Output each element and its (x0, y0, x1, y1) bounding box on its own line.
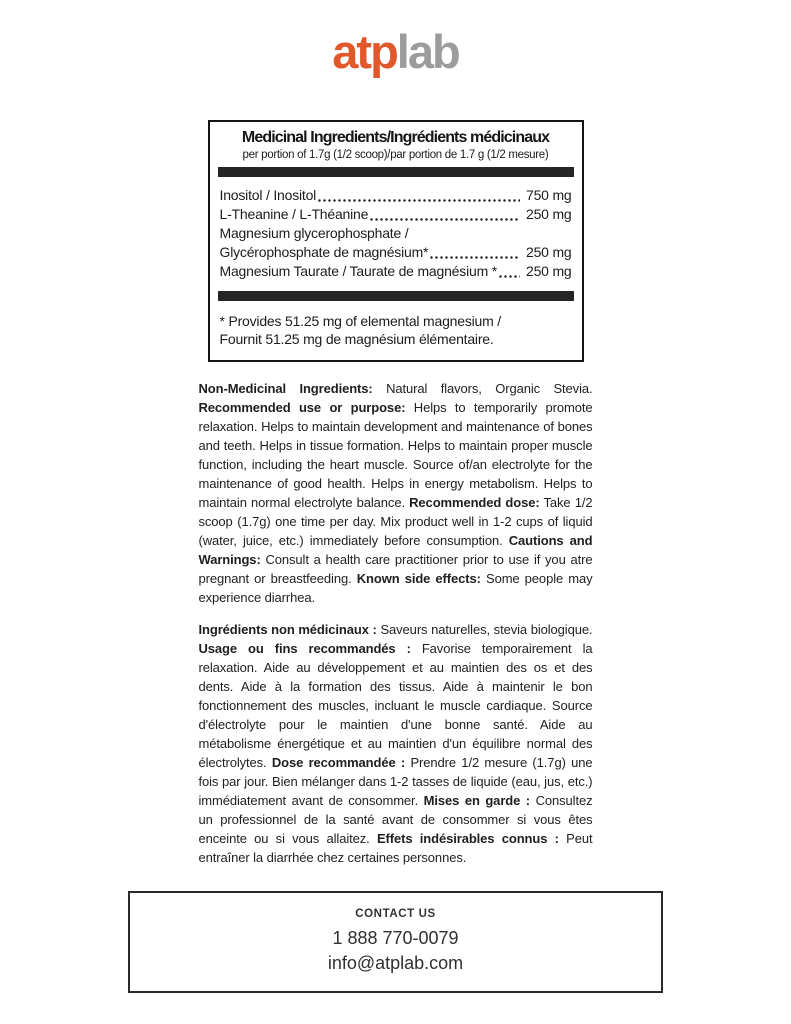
ingredients-list (218, 184, 574, 281)
contact-email-address: info@atplab.com (327, 952, 464, 973)
ingredient-row (220, 224, 572, 243)
paragraph-text: Natural flavors, Organic Stevia. (372, 380, 593, 396)
paragraph-text: Consult a health care practitioner prior to use if you atre pregnant or breastfeeding. (198, 551, 593, 586)
paragraph-lead-in: Mises en garde : (423, 792, 531, 808)
ingredient-row (220, 205, 572, 224)
divider-bar-top (218, 167, 574, 177)
ingredient-name: Inositol / Inositol (219, 186, 317, 203)
dot-leader (370, 218, 520, 221)
paragraph-lead-in: Usage ou fins recommandés : (198, 640, 411, 656)
brand-logo-atp: atp (332, 25, 397, 78)
paragraph-lead-in: Recommended use or purpose: (198, 399, 406, 415)
contact-box (128, 891, 663, 993)
ingredient-amount: 250 mg (526, 262, 572, 279)
paragraph-text: Consultez un professionnel de la santé avant de consommer si vous êtes enceinte ou si vous allaitez. (198, 792, 593, 846)
divider-bar-bottom (218, 291, 574, 301)
dot-leader (318, 199, 520, 202)
ingredient-name: L-Theanine / L-Théanine (219, 205, 369, 222)
ingredient-row (220, 262, 572, 281)
ingredient-row (220, 186, 572, 205)
paragraph-lead-in: Known side effects: (356, 570, 481, 586)
ingredient-row (220, 243, 572, 262)
paragraph-lead-in: Non-Medicinal Ingredients: (198, 380, 373, 396)
ingredient-name: Magnesium Taurate / Taurate de magnésium * (219, 262, 497, 279)
contact-phone-number: 1 888 770-0079 (332, 927, 459, 948)
panel-subtitle: per portion of 1.7g (1/2 scoop)/par portion de 1.7 g (1/2 mesure) (242, 148, 549, 161)
paragraph-text: Prendre 1/2 mesure (1.7g) une fois par jour. Bien mélanger dans 1-2 tasses de liquide (eau, jus, etc.) immédiatement avant de consommer. (198, 754, 593, 808)
ingredient-name: Glycérophosphate de magnésium* (219, 243, 429, 260)
ingredient-amount: 750 mg (526, 186, 572, 203)
dot-leader (499, 275, 520, 278)
ingredient-amount: 250 mg (526, 205, 572, 222)
paragraph-lead-in: Cautions and Warnings: (198, 532, 593, 567)
paragraph-text: Take 1/2 scoop (1.7g) one time per day. Mix product well in 1-2 cups of liquid (water, juice, etc.) immediately before consumption. (198, 494, 593, 548)
non-medicinal-paragraph-en (199, 379, 593, 607)
paragraph-lead-in: Effets indésirables connus : (376, 830, 559, 846)
paragraph-text: Favorise temporairement la relaxation. Aide au développement et au maintien des os et des dents. Aide à la formation des tissus. Aide à maintenir le bon fonctionnement des muscles, incluant le muscle cardiaque. Source d'électrolyte pour le maintien d'une bonne santé. Aide au métabolisme énergétique et au maintien d'un équilibre normal des électrolytes. (198, 640, 593, 770)
panel-title: Medicinal Ingredients/Ingrédients médicinaux (241, 128, 550, 146)
dot-leader (430, 256, 520, 259)
paragraph-lead-in: Recommended dose: (409, 494, 540, 510)
brand-logo-lab: lab (396, 25, 459, 78)
brand-logo (0, 0, 791, 78)
paragraph-text: Peut entraîner la diarrhée chez certaines personnes. (198, 830, 593, 865)
ingredient-amount: 250 mg (526, 243, 572, 260)
non-medicinal-paragraph-fr (199, 620, 593, 867)
medicinal-ingredients-panel (208, 120, 584, 362)
paragraph-text: Saveurs naturelles, stevia biologique. (376, 621, 593, 637)
footnote-line-en: * Provides 51.25 mg of elemental magnesium / (219, 312, 501, 329)
contact-heading: CONTACT US (355, 907, 436, 920)
paragraph-text: Some people may experience diarrhea. (198, 570, 593, 605)
paragraph-text: Helps to temporarily promote relaxation. Helps to maintain development and maintenance of bones and teeth. Helps in tissue formation. Helps to maintain proper muscle function, including the heart muscle. Source of/an electrolyte for the maintenance of good health. Helps in energy metabolism. Helps to maintain normal electrolyte balance. (198, 399, 593, 510)
ingredient-name: Magnesium glycerophosphate / (219, 224, 409, 241)
paragraph-lead-in: Dose recommandée : (271, 754, 406, 770)
footnote-line-fr: Fournit 51.25 mg de magnésium élémentaire. (219, 331, 494, 348)
elemental-magnesium-footnote (218, 310, 574, 351)
paragraph-lead-in: Ingrédients non médicinaux : (198, 621, 377, 637)
